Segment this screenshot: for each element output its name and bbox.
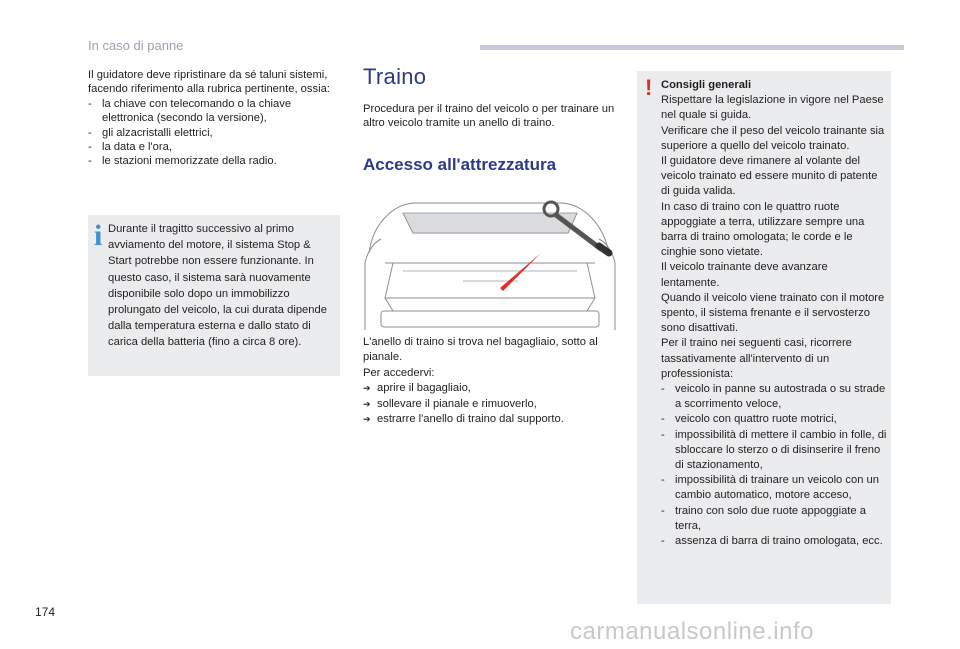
info-text: Durante il tragitto successivo al primo avviamento del motore, il sistema Stop & Start potrebbe non essere funzionante. In questo caso, il sistema sarà nuovamente disponibile solo dopo un immobilizzo prolungato del veicolo, la cui durata dipende dalla temperatura esterna e dallo stato di carica della batteria (fino a circa 8 ore). — [108, 223, 327, 349]
warning-paragraph: In caso di traino con le quattro ruote appoggiate a terra, utilizzare sempre una barra di traino omologata; le corde e le cinghie sono vietate. — [661, 200, 865, 259]
list-item: - assenza di barra di traino omologata, ecc. — [661, 534, 887, 549]
list-item: - gli alzacristalli elettrici, — [88, 126, 340, 140]
list-item: - impossibilità di trainare un veicolo con un cambio automatico, motore acceso, — [661, 473, 887, 503]
warning-title: Consigli generali — [661, 79, 752, 91]
section-title: Traino — [363, 64, 427, 89]
header-bar — [480, 45, 904, 50]
tow-ring-caption: L'anello di traino si trova nel bagagliaio, sotto al pianale. — [363, 336, 598, 364]
warning-icon: ! — [645, 75, 653, 100]
list-item: - impossibilità di mettere il cambio in folle, di sbloccare lo sterzo o di disinserire il freno di stazionamento, — [661, 428, 887, 474]
list-item: ➔ estrarre l'anello di traino dal supporto. — [363, 412, 617, 427]
list-item: - veicolo con quattro ruote motrici, — [661, 412, 887, 427]
trunk-illustration — [363, 193, 617, 330]
reset-intro: Il guidatore deve ripristinare da sé taluni sistemi, facendo riferimento alla rubrica pertinente, ossia: — [88, 69, 330, 96]
info-box — [88, 215, 340, 376]
traino-intro: Procedura per il traino del veicolo o per trainare un altro veicolo tramite un anello di traino. — [363, 103, 615, 130]
warning-paragraph: Verificare che il peso del veicolo trainante sia superiore a quello del veicolo trainato. — [661, 124, 885, 152]
warning-content — [661, 78, 887, 549]
warning-paragraph: Rispettare la legislazione in vigore nel Paese nel quale si guida. — [661, 94, 884, 122]
list-item: - le stazioni memorizzate della radio. — [88, 154, 340, 168]
page-number: 174 — [35, 605, 56, 619]
reset-list — [88, 97, 340, 169]
subsection-title: Accesso all'attrezzatura — [363, 154, 557, 174]
warning-paragraph: Quando il veicolo viene trainato con il motore spento, il sistema frenante e il servosterzo sono disattivati. — [661, 291, 885, 335]
pointer-arrow — [500, 253, 541, 291]
left-column — [88, 68, 340, 169]
warning-paragraph: Per il traino nei seguenti casi, ricorrere tassativamente all'intervento di un professionista: — [661, 337, 852, 380]
warning-box — [637, 71, 891, 604]
info-icon: i — [94, 219, 103, 252]
steps-label: Per accedervi: — [363, 366, 435, 379]
list-item: - la data e l'ora, — [88, 140, 340, 154]
section-header: In caso di panne — [88, 38, 184, 53]
warning-paragraph: Il guidatore deve rimanere al volante del veicolo trainato ed essere munito di patente di guida valida. — [661, 155, 878, 198]
list-item: - traino con solo due ruote appoggiate a terra, — [661, 504, 887, 534]
steps-list — [363, 381, 617, 427]
list-item: - la chiave con telecomando o la chiave elettronica (secondo la versione), — [88, 97, 340, 126]
list-item: - veicolo in panne su autostrada o su strade a scorrimento veloce, — [661, 382, 887, 412]
watermark: carmanualsonline.info — [570, 618, 814, 645]
warning-list — [661, 382, 887, 549]
middle-column — [363, 64, 625, 175]
list-item: ➔ sollevare il pianale e rimuoverlo, — [363, 397, 617, 412]
tow-ring-description — [363, 335, 617, 427]
list-item: ➔ aprire il bagagliaio, — [363, 381, 617, 396]
warning-paragraph: Il veicolo trainante deve avanzare lentamente. — [661, 261, 828, 289]
